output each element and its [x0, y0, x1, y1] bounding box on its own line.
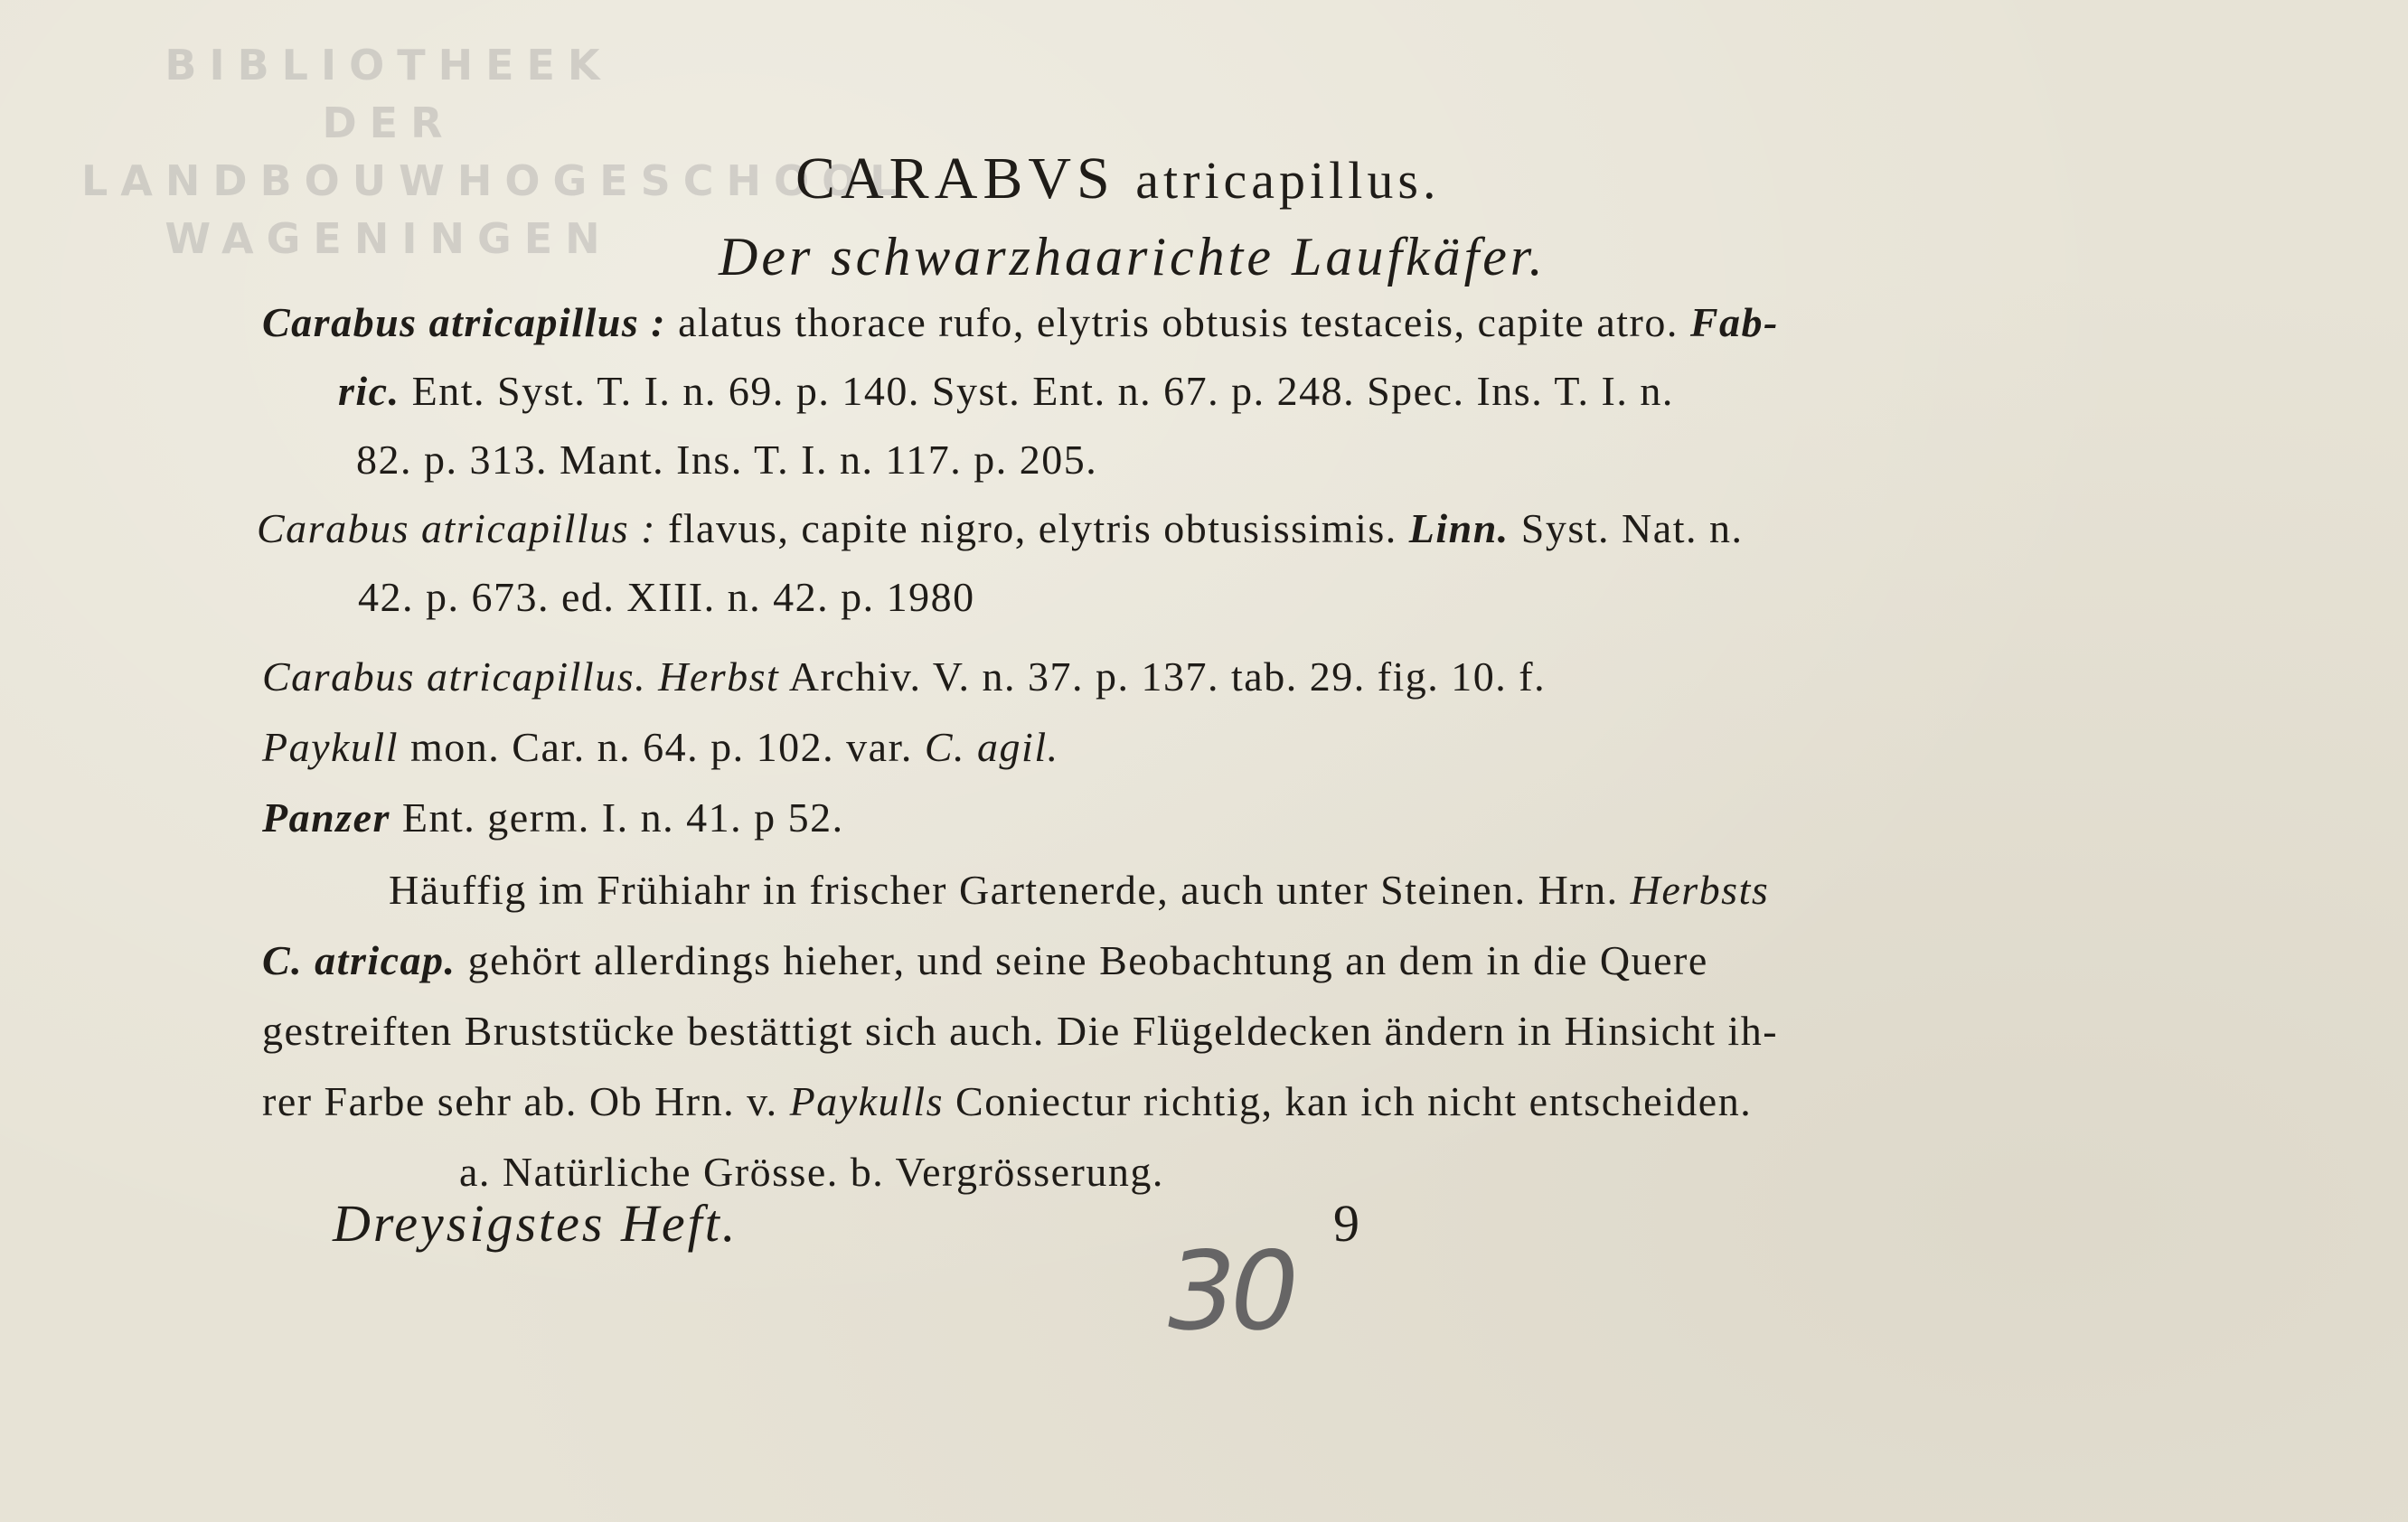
author-name: Panzer — [262, 794, 390, 841]
synonymy-line — [356, 436, 1097, 484]
library-stamp — [81, 36, 909, 307]
description-text: Häuffig im Frühiahr in frischer Gartenerde, auch unter Steinen. Hrn. — [389, 867, 1631, 913]
synonymy-line — [262, 723, 1059, 771]
species-name: atricapillus. — [1135, 151, 1441, 210]
reference-text: Archiv. V. n. 37. p. 137. tab. 29. fig. 10. f. — [779, 653, 1547, 700]
author-name: Herbst — [658, 653, 780, 700]
reference-text: Syst. Nat. n. — [1509, 505, 1744, 551]
reference-text: Ent. Syst. T. I. n. 69. p. 140. Syst. Ent. n. 67. p. 248. Spec. Ins. T. I. n. — [400, 368, 1674, 414]
synonymy-line — [262, 794, 844, 841]
synonymy-line — [257, 504, 1743, 552]
description-text: gestreiften Bruststücke bestättigt sich auch. Die Flügeldecken ändern in Hinsicht ih- — [262, 1008, 1779, 1054]
taxon-name: Carabus atricapillus : — [257, 505, 656, 551]
taxon-abbrev: C. atricap. — [262, 937, 456, 983]
reference-abbrev: C. agil. — [924, 724, 1059, 770]
stamp-line: WAGENINGEN — [165, 214, 613, 263]
german-common-name: Der schwarzhaarichte Laufkäfer. — [719, 227, 1547, 287]
stamp-line: BIBLIOTHEEK — [165, 41, 613, 89]
description-line — [262, 936, 1708, 984]
figure-caption: a. Natürliche Grösse. b. Vergrösserung. — [459, 1149, 1164, 1195]
page-title — [795, 145, 1440, 213]
signature-mark: 9 — [1333, 1194, 1359, 1253]
diagnosis-text: alatus thorace rufo, elytris obtusis testaceis, capite atro. — [666, 299, 1690, 345]
taxon-name: Carabus atricapillus. — [262, 653, 659, 700]
author-name: Herbsts — [1630, 867, 1770, 913]
synonymy-line — [338, 367, 1674, 415]
synonymy-line — [358, 573, 975, 621]
heft-label: Dreysigstes Heft. — [333, 1194, 738, 1253]
diagnosis-text: flavus, capite nigro, elytris obtusissimis. — [655, 505, 1409, 551]
author-name: Linn. — [1408, 505, 1510, 551]
reference-text: 82. p. 313. Mant. Ins. T. I. n. 117. p. 205. — [356, 437, 1098, 483]
synonymy-line — [262, 298, 1779, 346]
reference-text: 42. p. 673. ed. XIII. n. 42. p. 1980 — [358, 574, 975, 620]
author-name: Fab- — [1689, 299, 1779, 345]
description-line — [389, 866, 1769, 914]
author-name: Paykulls — [789, 1078, 945, 1124]
pencil-annotation: 30 — [1154, 1229, 1304, 1355]
author-name: Paykull — [262, 724, 399, 770]
description-line — [262, 1007, 1778, 1055]
description-text: gehört allerdings hieher, und seine Beobachtung an dem in die Quere — [456, 937, 1708, 983]
synonymy-line — [262, 653, 1546, 700]
description-text: rer Farbe sehr ab. Ob Hrn. v. — [262, 1078, 790, 1124]
reference-text: mon. Car. n. 64. p. 102. var. — [399, 724, 925, 770]
reference-text: Ent. germ. I. n. 41. p 52. — [390, 794, 844, 841]
stamp-line: DER — [322, 99, 456, 147]
description-line — [262, 1077, 1752, 1125]
author-name: ric. — [338, 368, 400, 414]
taxon-name: Carabus atricapillus : — [262, 299, 667, 345]
description-text: Coniectur richtig, kan ich nicht entscheiden. — [944, 1078, 1753, 1124]
genus-name: CARABVS — [795, 146, 1115, 211]
stamp-line: LANDBOUWHOGESCHOOL — [81, 156, 909, 205]
